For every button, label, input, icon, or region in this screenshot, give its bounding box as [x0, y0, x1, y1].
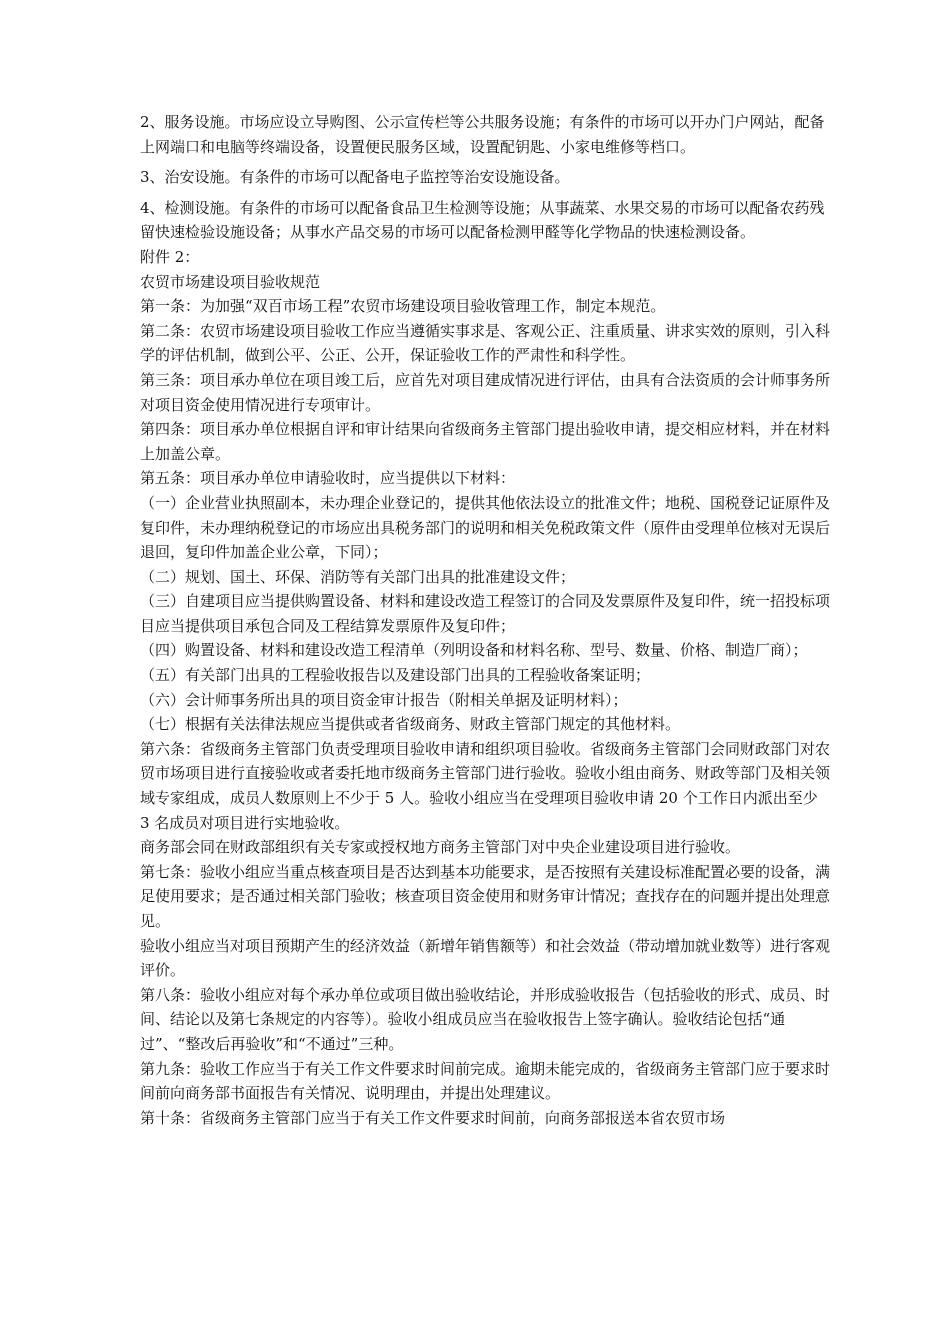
- article-5-item-3: （三）自建项目应当提供购置设备、材料和建设改造工程签订的合同及发票原件及复印件，统一招投标项目应当提供项目承包合同及工程结算发票原件及复印件；: [140, 592, 831, 635]
- article-3: 第三条：项目承办单位在项目竣工后，应首先对项目建成情况进行评估，由具有合法资质的会计师事务所对项目资金使用情况进行专项审计。: [140, 370, 831, 414]
- paragraph-testing-facilities: 4、检测设施。有条件的市场可以配备食品卫生检测等设施；从事蔬菜、水果交易的市场可以配备农药残留快速检验设施设备；从事水产品交易的市场可以配备检测甲醛等化学物品的快速检测设备。: [140, 198, 825, 242]
- article-9: 第九条：验收工作应当于有关工作文件要求时间前完成。逾期未能完成的，省级商务主管部门应于要求时间前向商务部书面报告有关情况、说明理由，并提出处理建议。: [140, 1059, 831, 1103]
- paragraph-security-facilities: 3、治安设施。有条件的市场可以配备电子监控等治安设施设备。: [140, 168, 570, 187]
- paragraph-service-facilities: 2、服务设施。市场应设立导购图、公示宣传栏等公共服务设施；有条件的市场可以开办门户网站，配备上网端口和电脑等终端设备，设置便民服务区域，设置配钥匙、小家电维修等档口。: [140, 113, 825, 156]
- article-5-item-4: （四）购置设备、材料和建设改造工程清单（列明设备和材料名称、型号、数量、价格、制造厂商）；: [140, 641, 808, 660]
- document-page: [140, 110, 830, 1130]
- article-5: 第五条：项目承办单位申请验收时，应当提供以下材料：: [140, 469, 516, 488]
- article-7-supplement: 验收小组应当对项目预期产生的经济效益（新增年销售额等）和社会效益（带动增加就业数等）进行客观评价。: [140, 936, 831, 980]
- article-5-item-1: （一）企业营业执照副本，未办理企业登记的，提供其他依法设立的批准文件；地税、国税登记证原件及复印件，未办理纳税登记的市场应出具税务部门的说明和相关免税政策文件（原件由受理单位核对无误后退回，复印件加盖企业公章，下同）；: [140, 493, 831, 562]
- article-10: 第十条：省级商务主管部门应当于有关工作文件要求时间前，向商务部报送本省农贸市场: [140, 1108, 726, 1127]
- attachment-label: 附件 2：: [140, 247, 200, 266]
- article-4: 第四条：项目承办单位根据自评和审计结果向省级商务主管部门提出验收申请，提交相应材料，并在材料上加盖公章。: [140, 420, 831, 463]
- article-8: 第八条：验收小组应对每个承办单位或项目做出验收结论，并形成验收报告（包括验收的形式、成员、时间、结论以及第七条规定的内容等）。验收小组成员应当在验收报告上签字确认。验收结论包括“通过”、“整改后再验收”和“不通过”三种。: [140, 985, 831, 1053]
- article-5-item-7: （七）根据有关法律法规应当提供或者省级商务、财政主管部门规定的其他材料。: [140, 715, 681, 734]
- article-5-item-5: （五）有关部门出具的工程验收报告以及建设部门出具的工程验收备案证明；: [140, 666, 651, 685]
- article-1: 第一条：为加强“双百市场工程”农贸市场建设项目验收管理工作，制定本规范。: [140, 297, 666, 316]
- article-6: 第六条：省级商务主管部门负责受理项目验收申请和组织项目验收。省级商务主管部门会同财政部门对农贸市场项目进行直接验收或者委托地市级商务主管部门进行验收。验收小组由商务、财政等部门及相关领域专家组成，成员人数原则上不少于 5 人。验收小组应当在受理项目验收申请 20 个工作日内派出至少 3 名成员对项目进行实地验收。: [140, 739, 831, 832]
- article-7: 第七条：验收小组应当重点核查项目是否达到基本功能要求，是否按照有关建设标准配置必要的设备，满足使用要求；是否通过相关部门验收；核查项目资金使用和财务审计情况；查找存在的问题并提出处理意见。: [140, 862, 831, 930]
- article-5-item-6: （六）会计师事务所出具的项目资金审计报告（附相关单据及证明材料）；: [140, 690, 628, 709]
- article-5-item-2: （二）规划、国土、环保、消防等有关部门出具的批准建设文件；: [140, 567, 576, 586]
- document-title: 农贸市场建设项目验收规范: [140, 272, 321, 291]
- article-6-supplement: 商务部会同在财政部组织有关专家或授权地方商务主管部门对中央企业建设项目进行验收。: [140, 838, 741, 857]
- article-2: 第二条：农贸市场建设项目验收工作应当遵循实事求是、客观公正、注重质量、讲求实效的原则，引入科学的评估机制，做到公平、公正、公开，保证验收工作的严肃性和科学性。: [140, 321, 831, 365]
